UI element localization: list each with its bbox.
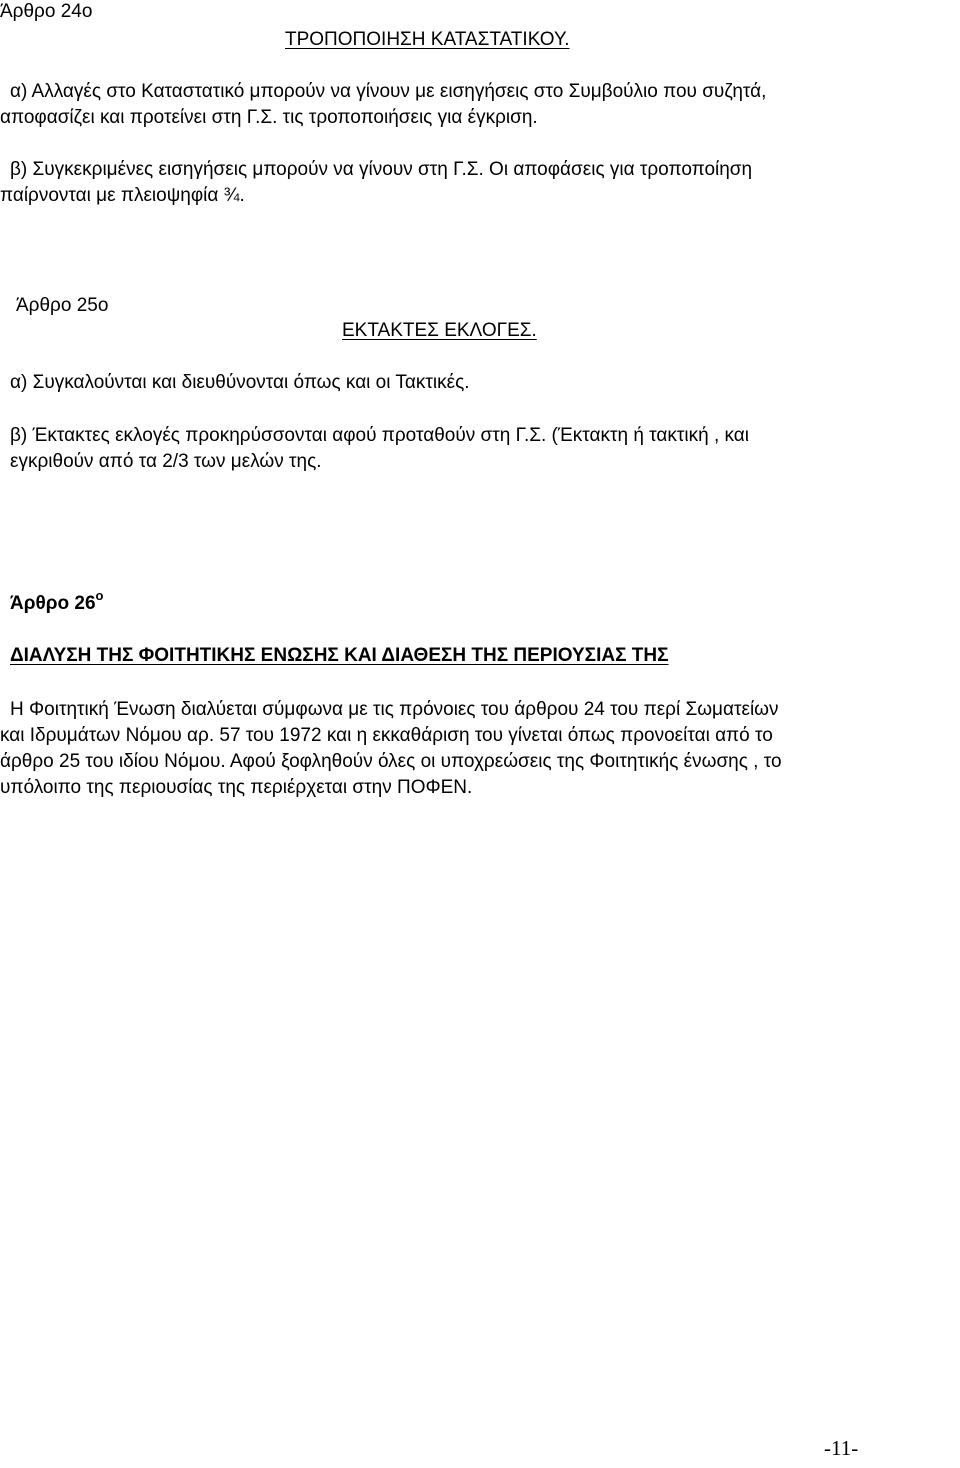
article-25-para-b-line-1: β) Έκτακτες εκλογές προκηρύσσονται αφού προταθούν στη Γ.Σ. (Έκτακτη ή τακτική , και bbox=[10, 425, 749, 446]
article-26-heading bbox=[10, 587, 104, 616]
article-24-para-a-line-2: αποφασίζει και προτείνει στη Γ.Σ. τις τροποποιήσεις για έγκριση. bbox=[0, 107, 538, 128]
article-24-title: ΤΡΟΠΟΠΟΙΗΣΗ ΚΑΤΑΣΤΑΤΙΚΟΥ. bbox=[285, 29, 570, 50]
article-26-body-line-1: Η Φοιτητική Ένωση διαλύεται σύμφωνα με τις πρόνοιες του άρθρου 24 του περί Σωματείων bbox=[10, 699, 779, 720]
article-25-heading: Άρθρο 25ο bbox=[16, 295, 109, 316]
article-26-body-line-2: και Ιδρυμάτων Νόμου αρ. 57 του 1972 και η εκκαθάριση του γίνεται όπως προνοείται από το bbox=[0, 725, 773, 746]
article-25-para-a: α) Συγκαλούνται και διευθύνονται όπως και οι Τακτικές. bbox=[10, 372, 470, 393]
article-24-heading: Άρθρο 24ο bbox=[0, 1, 93, 22]
article-26-heading-text: Άρθρο 26 bbox=[10, 593, 96, 614]
article-24-para-b-line-1: β) Συγκεκριμένες εισηγήσεις μπορούν να γίνουν στη Γ.Σ. Οι αποφάσεις για τροποποίηση bbox=[10, 159, 753, 180]
article-24-para-b-line-2: παίρνονται με πλειοψηφία ¾. bbox=[0, 185, 245, 206]
article-25-title: ΕΚΤΑΚΤΕΣ ΕΚΛΟΓΕΣ. bbox=[342, 320, 537, 341]
article-26-title: ΔΙΑΛΥΣΗ ΤΗΣ ΦΟΙΤΗΤΙΚΗΣ ΕΝΩΣΗΣ ΚΑΙ ΔΙΑΘΕΣΗ ΤΗΣ ΠΕΡΙΟΥΣΙΑΣ ΤΗΣ bbox=[10, 645, 669, 666]
article-26-body-line-3: άρθρο 25 του ιδίου Νόμου. Αφού ξοφληθούν όλες οι υποχρεώσεις της Φοιτητικής ένωσης , το bbox=[0, 751, 782, 772]
article-25-para-b-line-2: εγκριθούν από τα 2/3 των μελών της. bbox=[10, 451, 322, 472]
article-26-body-line-4: υπόλοιπο της περιουσίας της περιέρχεται στην ΠΟΦΕΝ. bbox=[0, 777, 473, 798]
page-number: -11- bbox=[824, 1436, 859, 1460]
article-24-para-a-line-1: α) Αλλαγές στο Καταστατικό μπορούν να γίνουν με εισηγήσεις στο Συμβούλιο που συζητά, bbox=[10, 81, 767, 102]
article-26-heading-superscript: ο bbox=[95, 587, 104, 603]
